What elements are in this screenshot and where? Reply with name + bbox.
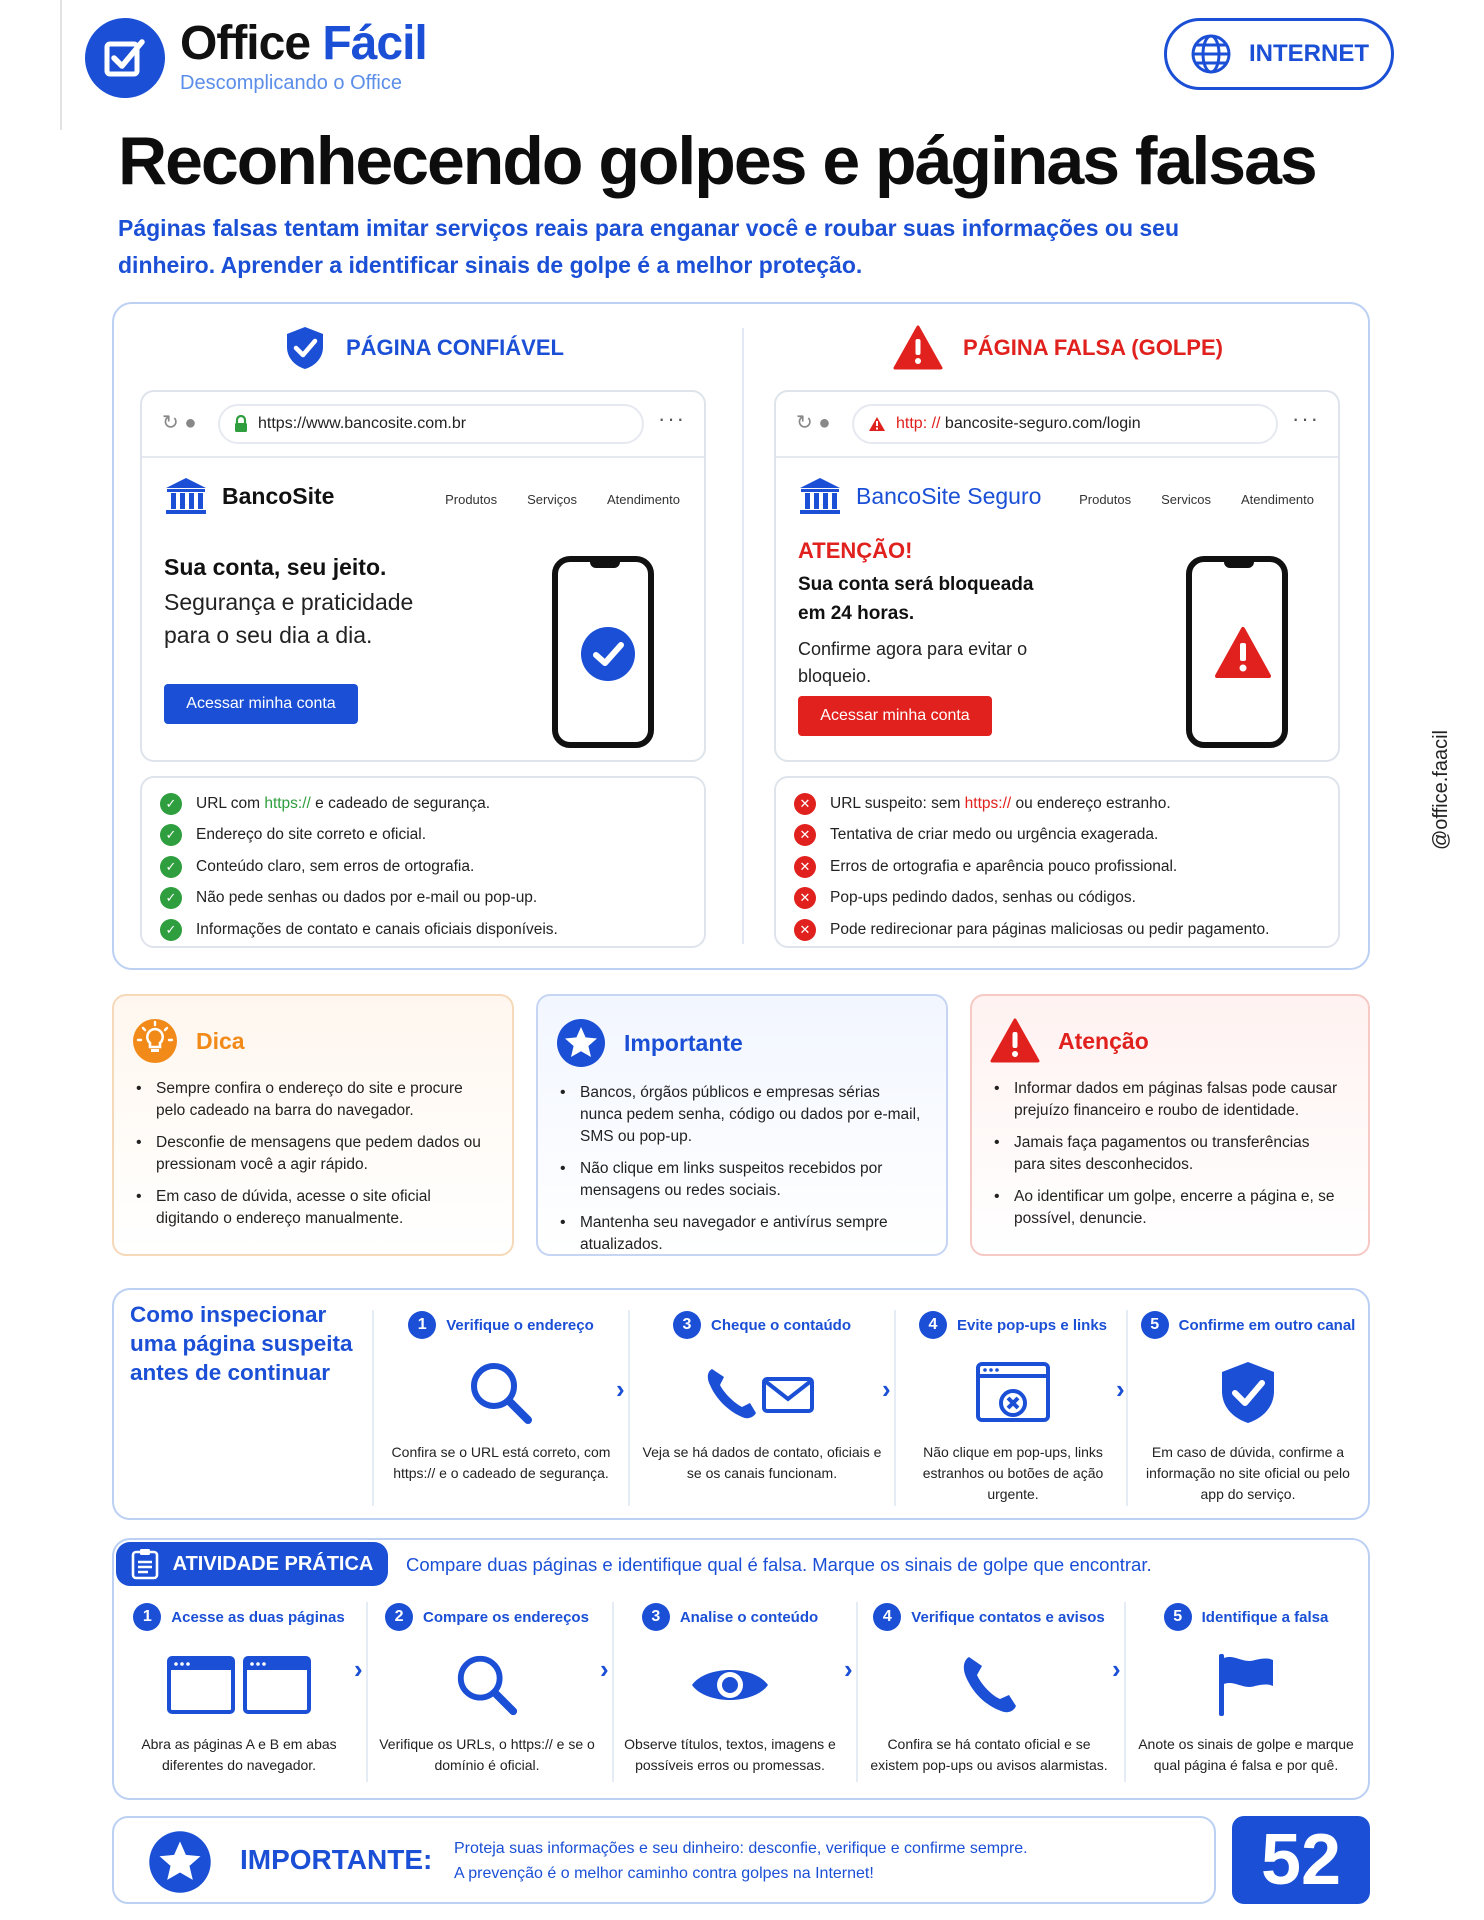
list-item: • Informar dados em páginas falsas pode causar prejuízo financeiro e roubo de identidade. xyxy=(990,1078,1344,1122)
check-circle-icon: ✓ xyxy=(160,856,182,878)
url-domain: bancosite-seguro.com/login xyxy=(944,415,1141,432)
tip-list xyxy=(132,1078,488,1230)
chevron-right-icon: › xyxy=(1112,1654,1121,1684)
star-icon xyxy=(148,1830,212,1894)
nav-produtos: Produtos xyxy=(445,492,498,507)
step-text: Observe títulos, textos, imagens e possíveis erros ou promessas. xyxy=(624,1736,836,1773)
address-bar xyxy=(852,404,1278,444)
checklist-text xyxy=(196,795,490,813)
activity-description: Compare duas páginas e identifique qual é falsa. Marque os sinais de golpe que encontrar. xyxy=(406,1554,1152,1575)
attention-list xyxy=(990,1078,1344,1230)
url-prefix: http: // xyxy=(896,415,941,432)
comparison-panel xyxy=(112,302,1370,970)
activity-step xyxy=(120,1602,358,1802)
divider xyxy=(628,1310,630,1506)
chevron-right-icon: › xyxy=(882,1374,891,1404)
step-number: 4 xyxy=(919,1311,947,1339)
divider xyxy=(366,1602,368,1782)
checklist-item xyxy=(160,820,704,852)
tip-title: Dica xyxy=(196,1027,245,1054)
checklist-text-part: e cadeado de segurança. xyxy=(310,794,491,812)
important-title: Importante xyxy=(624,1029,743,1056)
step-title: Acesse as duas páginas xyxy=(171,1608,345,1626)
tip-heading xyxy=(132,1018,488,1064)
important-box xyxy=(536,994,948,1256)
chevron-right-icon: › xyxy=(844,1654,853,1684)
reload-icon: ↻ ● xyxy=(796,412,831,434)
footer-label: IMPORTANTE: xyxy=(240,1844,433,1875)
eye-icon xyxy=(616,1640,844,1730)
fake-checklist xyxy=(774,776,1340,948)
more-icon: ··· xyxy=(1292,406,1320,431)
step-head xyxy=(1130,1310,1366,1340)
step-text: Verifique os URLs, o https:// e se o domínio é oficial. xyxy=(379,1736,595,1773)
list-item: • Ao identificar um golpe, encerre a página e, se possível, denuncie. xyxy=(990,1186,1344,1230)
checklist-text-part: ou endereço estranho. xyxy=(1011,794,1171,812)
check-circle-icon: ✓ xyxy=(160,793,182,815)
step-title: Cheque o contaúdo xyxy=(711,1316,851,1334)
divider xyxy=(1126,1310,1128,1506)
step-title: Identifique a falsa xyxy=(1201,1608,1329,1626)
address-bar xyxy=(218,404,644,444)
footer-message-line: Proteja suas informações e seu dinheiro: desconfie, verifique e confirme sempre. xyxy=(454,1840,1028,1857)
divider xyxy=(742,328,744,944)
footer-message xyxy=(454,1836,1028,1886)
checklist-text xyxy=(830,921,1269,939)
more-icon: ··· xyxy=(658,406,686,431)
checklist-item xyxy=(160,883,704,915)
x-circle-icon: ✕ xyxy=(794,856,816,878)
checklist-item xyxy=(794,883,1338,915)
browser-bar xyxy=(776,392,1338,458)
activity-step xyxy=(616,1602,844,1802)
flag-icon xyxy=(1128,1640,1364,1730)
check-circle-icon: ✓ xyxy=(160,919,182,941)
clipboard-icon xyxy=(131,1548,159,1580)
step-title: Analise o conteúdo xyxy=(679,1608,819,1626)
step-number: 4 xyxy=(873,1603,901,1631)
step-number: 1 xyxy=(408,1311,436,1339)
important-footer xyxy=(112,1816,1216,1904)
checklist-text-part: URL com xyxy=(196,794,265,812)
step-head xyxy=(370,1602,604,1632)
trusted-column xyxy=(140,304,708,968)
step-head xyxy=(616,1602,844,1632)
site-nav xyxy=(1079,492,1314,507)
alert-bold: Sua conta será bloqueada em 24 horas. xyxy=(798,574,1034,624)
activity-badge-label: ATIVIDADE PRÁTICA xyxy=(172,1552,374,1575)
browser-bar xyxy=(142,392,704,458)
tip-box xyxy=(112,994,514,1256)
bank-icon xyxy=(164,476,208,516)
url-prefix: https:// xyxy=(258,415,307,432)
step-number: 1 xyxy=(133,1603,161,1631)
attention-title: Atenção xyxy=(1058,1027,1149,1054)
checklist-text xyxy=(830,795,1171,813)
checklist-text xyxy=(196,858,474,876)
checklist-text-part: Pop-ups pedindo dados, senhas ou códigos. xyxy=(830,889,1136,907)
checklist-text-part: Conteúdo claro, sem erros de ortografia. xyxy=(196,857,475,875)
trusted-browser-mockup xyxy=(140,390,706,762)
activity-step xyxy=(1128,1602,1364,1802)
step-text: Abra as páginas A e B em abas diferentes do navegador. xyxy=(141,1736,337,1773)
important-heading xyxy=(556,1018,922,1068)
bank-icon xyxy=(798,476,842,516)
checklist-text-part: Erros de ortografia e aparência pouco profissional. xyxy=(830,857,1178,875)
divider xyxy=(856,1602,858,1782)
trusted-heading xyxy=(140,322,708,374)
site-body: Segurança e praticidade para o seu dia a dia. xyxy=(164,589,414,648)
step-number: 3 xyxy=(673,1311,701,1339)
url-text xyxy=(258,415,466,433)
phone-icon xyxy=(860,1640,1118,1730)
step-head xyxy=(900,1310,1126,1340)
site-nav xyxy=(445,492,680,507)
step-head xyxy=(120,1602,358,1632)
access-account-button: Acessar minha conta xyxy=(164,684,358,724)
checklist-item xyxy=(794,851,1338,883)
list-item: • Não clique em links suspeitos recebidos por mensagens ou redes sociais. xyxy=(556,1158,922,1202)
activity-badge xyxy=(116,1542,388,1586)
nav-atendimento: Atendimento xyxy=(607,492,680,507)
attention-heading xyxy=(990,1018,1344,1064)
inspect-title: Como inspecionar uma página suspeita antes de continuar xyxy=(130,1302,353,1385)
site-headline: Sua conta, seu jeito. xyxy=(164,554,387,580)
step-title: Confirme em outro canal xyxy=(1178,1316,1356,1334)
chevron-right-icon: › xyxy=(354,1654,363,1684)
checklist-item xyxy=(160,851,704,883)
margin-line xyxy=(60,0,62,130)
alert-body: Confirme agora para evitar o bloqueio. xyxy=(798,639,1028,686)
fake-heading-label: PÁGINA FALSA (GOLPE) xyxy=(963,335,1223,360)
social-handle: @office.faacil xyxy=(1430,730,1452,850)
brand-name xyxy=(180,18,427,70)
activity-step xyxy=(860,1602,1118,1802)
category-label: INTERNET xyxy=(1249,40,1369,67)
lightbulb-icon xyxy=(132,1018,178,1064)
nav-atendimento: Atendimento xyxy=(1241,492,1314,507)
checklist-highlight: https:// xyxy=(264,794,311,812)
divider xyxy=(894,1310,896,1506)
phone-mail-icon xyxy=(632,1348,892,1438)
checklist-item xyxy=(160,788,704,820)
star-icon xyxy=(556,1018,606,1068)
warning-icon xyxy=(1214,626,1272,680)
step-text: Anote os sinais de golpe e marque qual página é falsa e por quê. xyxy=(1138,1736,1354,1773)
page-subtitle: Páginas falsas tentam imitar serviços reais para enganar você e roubar suas informações ou seu dinheiro. Aprender a identificar sinais de golpe é a melhor proteção. xyxy=(118,215,1180,278)
checklist-highlight: https:// xyxy=(964,794,1012,812)
reload-icon: ↻ ● xyxy=(162,412,197,434)
warning-icon xyxy=(990,1018,1040,1064)
url-text xyxy=(896,415,1141,433)
brand-tagline: Descomplicando o Office xyxy=(180,72,402,94)
page-number: 52 xyxy=(1232,1816,1370,1904)
brand-name-office: Office xyxy=(180,17,311,70)
inspect-panel xyxy=(112,1288,1370,1520)
checklist-text xyxy=(196,889,537,907)
fake-column xyxy=(774,304,1342,968)
step-number: 5 xyxy=(1141,1311,1169,1339)
checklist-text xyxy=(196,826,426,844)
list-item: • Bancos, órgãos públicos e empresas sérias nunca pedem senha, código ou dados por e-mail, SMS ou pop-up. xyxy=(556,1082,922,1148)
step-head xyxy=(376,1310,626,1340)
x-circle-icon: ✕ xyxy=(794,793,816,815)
site-name: BancoSite xyxy=(222,482,335,509)
attention-box xyxy=(970,994,1370,1256)
site-brand xyxy=(164,476,334,516)
step-head xyxy=(632,1310,892,1340)
step-number: 5 xyxy=(1164,1603,1192,1631)
step-text: Confira se o URL está correto, com https:// e o cadeado de segurança. xyxy=(391,1444,611,1481)
inspect-step xyxy=(1130,1310,1366,1510)
logo-icon xyxy=(85,18,165,98)
checklist-item xyxy=(794,914,1338,946)
checklist-text-part: Endereço do site correto e oficial. xyxy=(196,826,427,844)
brand xyxy=(180,18,427,95)
divider xyxy=(372,1310,374,1506)
step-title: Verifique o endereço xyxy=(446,1316,594,1334)
alert-title: ATENÇÃO! xyxy=(798,538,913,563)
divider xyxy=(612,1602,614,1782)
step-head xyxy=(1128,1602,1364,1632)
inspect-step xyxy=(376,1310,626,1510)
step-number: 3 xyxy=(642,1603,670,1631)
checklist-item xyxy=(794,820,1338,852)
trusted-checklist xyxy=(140,776,706,948)
inspect-step xyxy=(900,1310,1126,1510)
practice-activity-panel xyxy=(112,1538,1370,1800)
shield-check-icon xyxy=(1130,1348,1366,1438)
step-text: Em caso de dúvida, confirme a informação no site oficial ou pelo app do serviço. xyxy=(1146,1444,1350,1502)
page-title: Reconhecendo golpes e páginas falsas xyxy=(118,123,1316,199)
step-text: Confira se há contato oficial e se existem pop-ups ou avisos alarmistas. xyxy=(870,1736,1108,1773)
checklist-item xyxy=(794,788,1338,820)
nav-produtos: Produtos xyxy=(1079,492,1132,507)
list-item: • Jamais faça pagamentos ou transferências para sites desconhecidos. xyxy=(990,1132,1344,1176)
divider xyxy=(1124,1602,1126,1782)
fake-browser-mockup xyxy=(774,390,1340,762)
chevron-right-icon: › xyxy=(616,1374,625,1404)
chevron-right-icon: › xyxy=(600,1654,609,1684)
step-title: Compare os endereços xyxy=(423,1608,589,1626)
step-text: Veja se há dados de contato, oficiais e se os canais funcionam. xyxy=(642,1444,882,1481)
inspect-step xyxy=(632,1310,892,1510)
check-circle-icon: ✓ xyxy=(160,887,182,909)
checklist-text-part: URL suspeito: sem xyxy=(830,794,965,812)
popup-icon xyxy=(900,1348,1126,1438)
two-windows-icon xyxy=(120,1640,358,1730)
nav-servicos: Serviços xyxy=(527,492,577,507)
warning-icon xyxy=(868,416,886,432)
checklist-text-part: Informações de contato e canais oficiais disponíveis. xyxy=(196,920,558,938)
check-circle-icon xyxy=(580,626,636,682)
x-circle-icon: ✕ xyxy=(794,824,816,846)
phone-illustration xyxy=(552,556,654,748)
step-text: Não clique em pop-ups, links estranhos ou botões de ação urgente. xyxy=(922,1444,1104,1502)
warning-icon xyxy=(893,325,943,371)
site-brand xyxy=(798,476,1041,516)
shield-check-icon xyxy=(284,325,326,371)
step-number: 2 xyxy=(385,1603,413,1631)
step-title: Evite pop-ups e links xyxy=(956,1316,1108,1334)
fake-heading xyxy=(774,322,1342,374)
site-name: BancoSite Seguro xyxy=(856,482,1042,509)
category-badge xyxy=(1164,18,1394,90)
x-circle-icon: ✕ xyxy=(794,887,816,909)
lock-icon xyxy=(234,415,248,433)
checklist-text xyxy=(830,858,1177,876)
checklist-text-part: Tentativa de criar medo ou urgência exagerada. xyxy=(830,826,1159,844)
step-head xyxy=(860,1602,1118,1632)
phone-illustration xyxy=(1186,556,1288,748)
list-item: • Desconfie de mensagens que pedem dados ou pressionam você a agir rápido. xyxy=(132,1132,488,1176)
important-list xyxy=(556,1082,922,1256)
list-item: • Em caso de dúvida, acesse o site oficial digitando o endereço manualmente. xyxy=(132,1186,488,1230)
x-circle-icon: ✕ xyxy=(794,919,816,941)
checklist-text-part: Não pede senhas ou dados por e-mail ou pop-up. xyxy=(196,889,538,907)
footer-message-line: A prevenção é o melhor caminho contra golpes na Internet! xyxy=(454,1865,874,1882)
checklist-text-part: Pode redirecionar para páginas maliciosas ou pedir pagamento. xyxy=(830,920,1270,938)
checklist-text xyxy=(830,826,1158,844)
trusted-heading-label: PÁGINA CONFIÁVEL xyxy=(346,335,564,360)
magnifier-icon xyxy=(376,1348,626,1438)
globe-icon xyxy=(1189,32,1233,76)
brand-name-facil: Fácil xyxy=(322,17,427,70)
step-title: Verifique contatos e avisos xyxy=(911,1608,1105,1626)
url-domain: www.bancosite.com.br xyxy=(306,415,467,432)
check-circle-icon: ✓ xyxy=(160,824,182,846)
checklist-text xyxy=(830,889,1136,907)
chevron-right-icon: › xyxy=(1116,1374,1125,1404)
magnifier-icon xyxy=(370,1640,604,1730)
nav-servicos: Servicos xyxy=(1161,492,1211,507)
activity-step xyxy=(370,1602,604,1802)
checklist-text xyxy=(196,921,558,939)
access-account-button: Acessar minha conta xyxy=(798,696,992,736)
list-item: • Sempre confira o endereço do site e procure pelo cadeado na barra do navegador. xyxy=(132,1078,488,1122)
list-item: • Mantenha seu navegador e antivírus sempre atualizados. xyxy=(556,1212,922,1256)
checklist-item xyxy=(160,914,704,946)
